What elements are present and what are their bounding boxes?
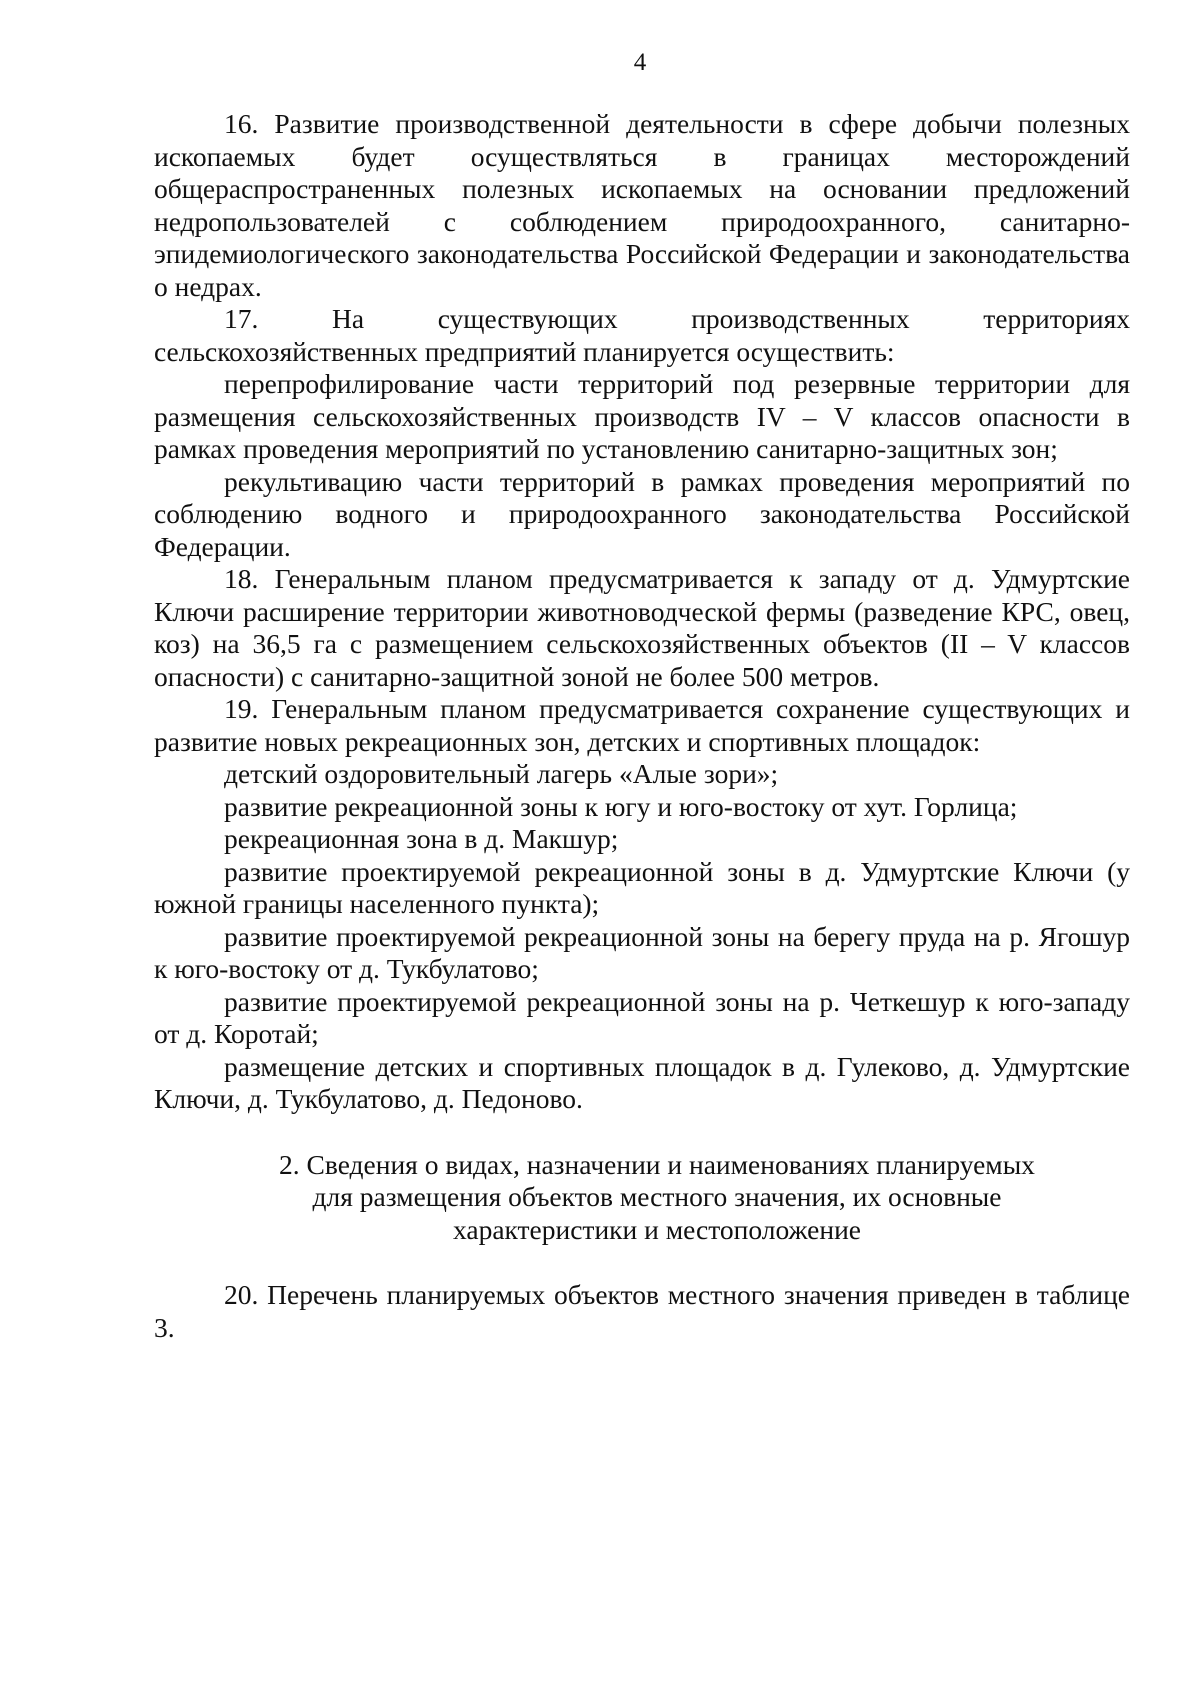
list-item: рекреационная зона в д. Макшур; [224,823,619,854]
paragraph-16: 16. Развитие производственной деятельности в сфере добычи полезных ископаемых будет осуществляться в границах месторождений общераспространенных полезных ископаемых на основании предложений недропользователей с соблюдением природоохранного, санитарно-эпидемиологического законодательства Российской Федерации и законодательства о недрах. [154,108,1130,302]
list-item: развитие проектируемой рекреационной зоны на берегу пруда на р. Ягошур к юго-востоку от д. Тукбулатово; [154,920,1130,984]
list-item: развитие проектируемой рекреационной зоны в д. Удмуртские Ключи (у южной границы населенного пункта); [154,855,1130,919]
paragraph-19: 19. Генеральным планом предусматривается сохранение существующих и развитие новых рекреационных зон, детских и спортивных площадок: [154,693,1130,757]
page-number: 4 [633,49,647,76]
list-item: размещение детских и спортивных площадок в д. Гулеково, д. Удмуртские Ключи, д. Тукбулатово, д. Педоново. [154,1050,1130,1114]
paragraph-18: 18. Генеральным планом предусматривается к западу от д. Удмуртские Ключи расширение территории животноводческой фермы (разведение КРС, овец, коз) на 36,5 га с размещением сельскохозяйственных объектов (II – V классов опасности) с санитарно-защитной зоной не более 500 метров. [154,563,1130,692]
section-heading-line: для размещения объектов местного значения, их основные [312,1181,1002,1212]
list-item: развитие рекреационной зоны к югу и юго-востоку от хут. Горлица; [224,790,1018,822]
document-body [154,108,1130,1344]
section-heading [154,1149,1130,1247]
list-item: перепрофилирование части территорий под резервные территории для размещения сельскохозяйственных производств IV – V классов опасности в рамках проведения мероприятий по установлению санитарно-защитных зон; [154,368,1130,464]
list-item: развитие проектируемой рекреационной зоны на р. Четкешур к юго-западу от д. Коротай; [154,985,1130,1049]
list-item: рекультивацию части территорий в рамках проведения мероприятий по соблюдению водного и природоохранного законодательства Российской Федерации. [154,465,1130,562]
paragraph-20: 20. Перечень планируемых объектов местного значения приведен в таблице 3. [154,1279,1130,1343]
list-item: детский оздоровительный лагерь «Алые зори»; [224,758,779,789]
paragraph-17: 17. На существующих производственных территориях сельскохозяйственных предприятий планируется осуществить: [154,303,1130,367]
section-heading-line: 2. Сведения о видах, назначении и наименованиях планируемых [279,1148,1035,1180]
section-heading-line: характеристики и местоположение [452,1213,861,1245]
